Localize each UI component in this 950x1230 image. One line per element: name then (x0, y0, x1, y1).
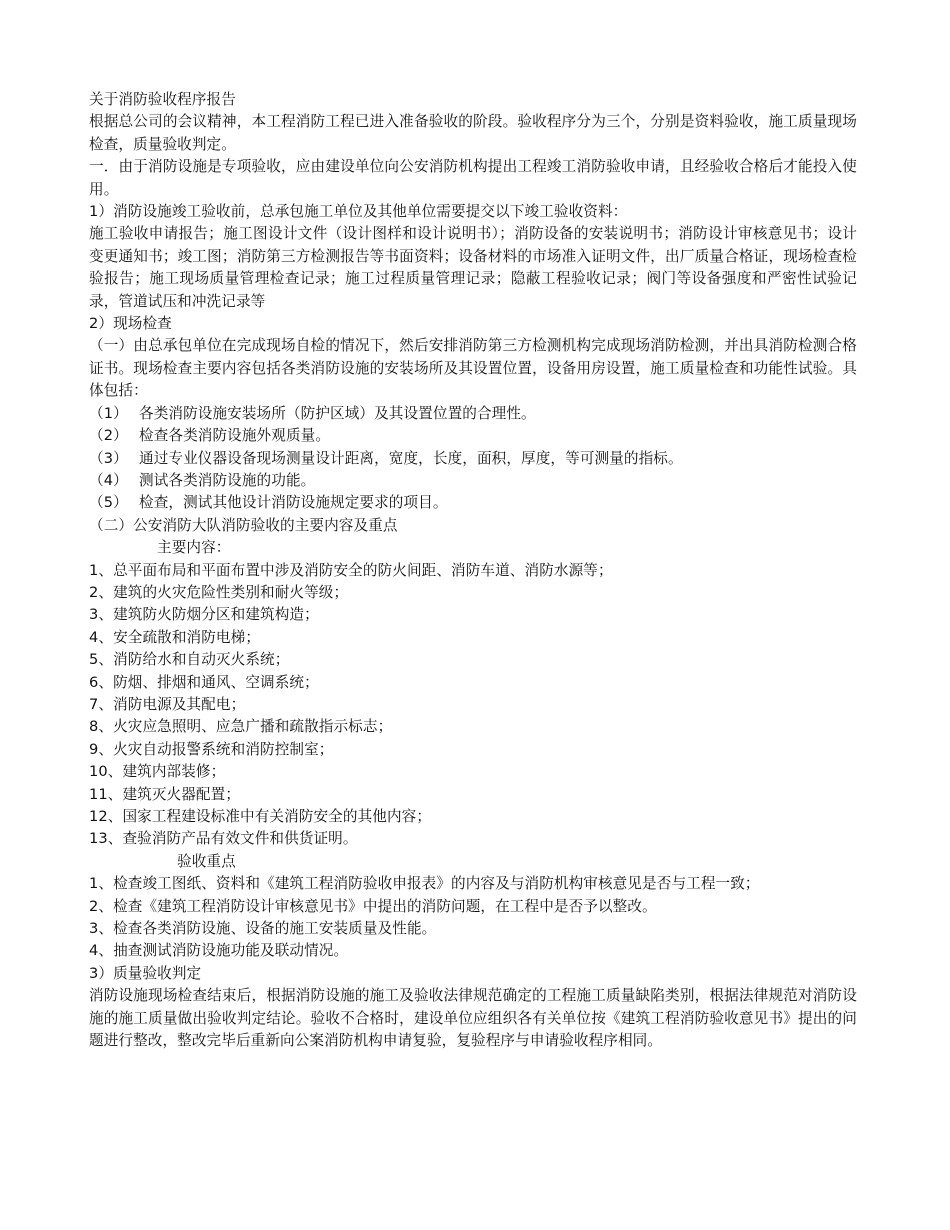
key-points-heading: 验收重点 (177, 852, 236, 870)
document-page (89, 89, 857, 1052)
check-item (89, 492, 857, 514)
main-content-item: 13、查验消防产品有效文件和供货证明。 (89, 830, 358, 848)
main-content-item: 3、建筑防火防烟分区和建筑构造； (89, 606, 319, 624)
check-item-text: 检查，测试其他设计消防设施规定要求的项目。 (139, 494, 448, 512)
check-item-text: 检查各类消防设施外观质量。 (139, 427, 331, 445)
check-item (89, 425, 857, 447)
section-1-paragraph: 一．由于消防设施是专项验收，应由建设单位向公安消防机构提出工程竣工消防验收申请，且经验收合格后才能投入使用。 (89, 158, 857, 198)
check-item-text: 测试各类消防设施的功能。 (139, 471, 316, 489)
main-content-list (89, 560, 857, 851)
main-content-item: 11、建筑灭火器配置； (89, 785, 241, 803)
main-content-item: 8、火灾应急照明、应急广播和疏散指示标志； (89, 718, 393, 736)
check-item (89, 448, 857, 470)
main-content-item: 2、建筑的火灾危险性类别和耐火等级； (89, 583, 349, 601)
key-points-list (89, 873, 857, 963)
main-content-item: 6、防烟、排烟和通风、空调系统； (89, 673, 319, 691)
check-item (89, 403, 857, 425)
main-content-item: 10、建筑内部装修； (89, 763, 226, 781)
check-item-text: 通过专业仪器设备现场测量设计距离，宽度，长度，面积，厚度，等可测量的指标。 (139, 449, 683, 467)
subsection-2-heading: 2）现场检查 (89, 315, 172, 333)
subsection-1-heading: 1）消防设施竣工验收前，总承包施工单位及其他单位需要提交以下竣工验收资料： (89, 203, 628, 221)
main-content-item: 12、国家工程建设标准中有关消防安全的其他内容； (89, 808, 432, 825)
check-list (89, 403, 857, 515)
check-item (89, 470, 857, 492)
subsection-2-body: （一）由总承包单位在完成现场自检的情况下，然后安排消防第三方检测机构完成现场消防检测，并出具消防检测合格证书。现场检查主要内容包括各类消防设施的安装场所及其设置位置，设备用房设置，施工质量检查和功能性试验。具体包括： (89, 337, 857, 400)
check-item-number: （1） (89, 404, 128, 422)
intro-paragraph: 根据总公司的会议精神，本工程消防工程已进入准备验收的阶段。验收程序分为三个，分别是资料验收，施工质量现场检查，质量验收判定。 (89, 113, 857, 153)
key-point-item: 1、检查竣工图纸、资料和《建筑工程消防验收申报表》的内容及与消防机构审核意见是否与工程一致； (89, 875, 760, 893)
main-content-item: 7、消防电源及其配电； (89, 695, 246, 713)
key-point-item: 4、抽查测试消防设施功能及联动情况。 (89, 942, 349, 960)
subsection-2-part-2-heading: （二）公安消防大队消防验收的主要内容及重点 (89, 516, 398, 534)
subsection-1-body: 施工验收申请报告；施工图设计文件（设计图样和设计说明书）；消防设备的安装说明书；消防设计审核意见书；设计变更通知书；竣工图；消防第三方检测报告等书面资料；设备材料的市场准入证明文件，出厂质量合格证，现场检查检验报告；施工现场质量管理检查记录；施工过程质量管理记录；隐蔽工程验收记录；阀门等设备强度和严密性试验记录，管道试压和冲洗记录等 (89, 225, 857, 310)
check-item-number: （2） (89, 427, 128, 445)
subsection-3-heading: 3）质量验收判定 (89, 964, 202, 982)
main-content-item: 4、安全疏散和消防电梯； (89, 628, 261, 646)
key-point-item: 2、检查《建筑工程消防设计审核意见书》中提出的消防问题，在工程中是否予以整改。 (89, 897, 657, 915)
main-content-heading: 主要内容： (157, 539, 231, 557)
document-title: 关于消防验收程序报告 (89, 91, 236, 108)
main-content-item: 9、火灾自动报警系统和消防控制室； (89, 740, 334, 758)
main-content-item: 5、消防给水和自动灭火系统； (89, 651, 290, 669)
subsection-3-body: 消防设施现场检查结束后，根据消防设施的施工及验收法律规范确定的工程施工质量缺陷类别，根据法律规范对消防设施的施工质量做出验收判定结论。验收不合格时，建设单位应组织各有关单位按《建筑工程消防验收意见书》提出的问题进行整改，整改完毕后重新向公案消防机构申请复验，复验程序与申请验收程序相同。 (89, 987, 857, 1050)
check-item-number: （4） (89, 471, 128, 489)
check-item-number: （3） (89, 449, 128, 467)
key-point-item: 3、检查各类消防设施、设备的施工安装质量及性能。 (89, 920, 437, 938)
check-item-number: （5） (89, 494, 128, 512)
main-content-item: 1、总平面布局和平面布置中涉及消防安全的防火间距、消防车道、消防水源等； (89, 561, 613, 579)
check-item-text: 各类消防设施安装场所（防护区域）及其设置位置的合理性。 (139, 404, 536, 422)
